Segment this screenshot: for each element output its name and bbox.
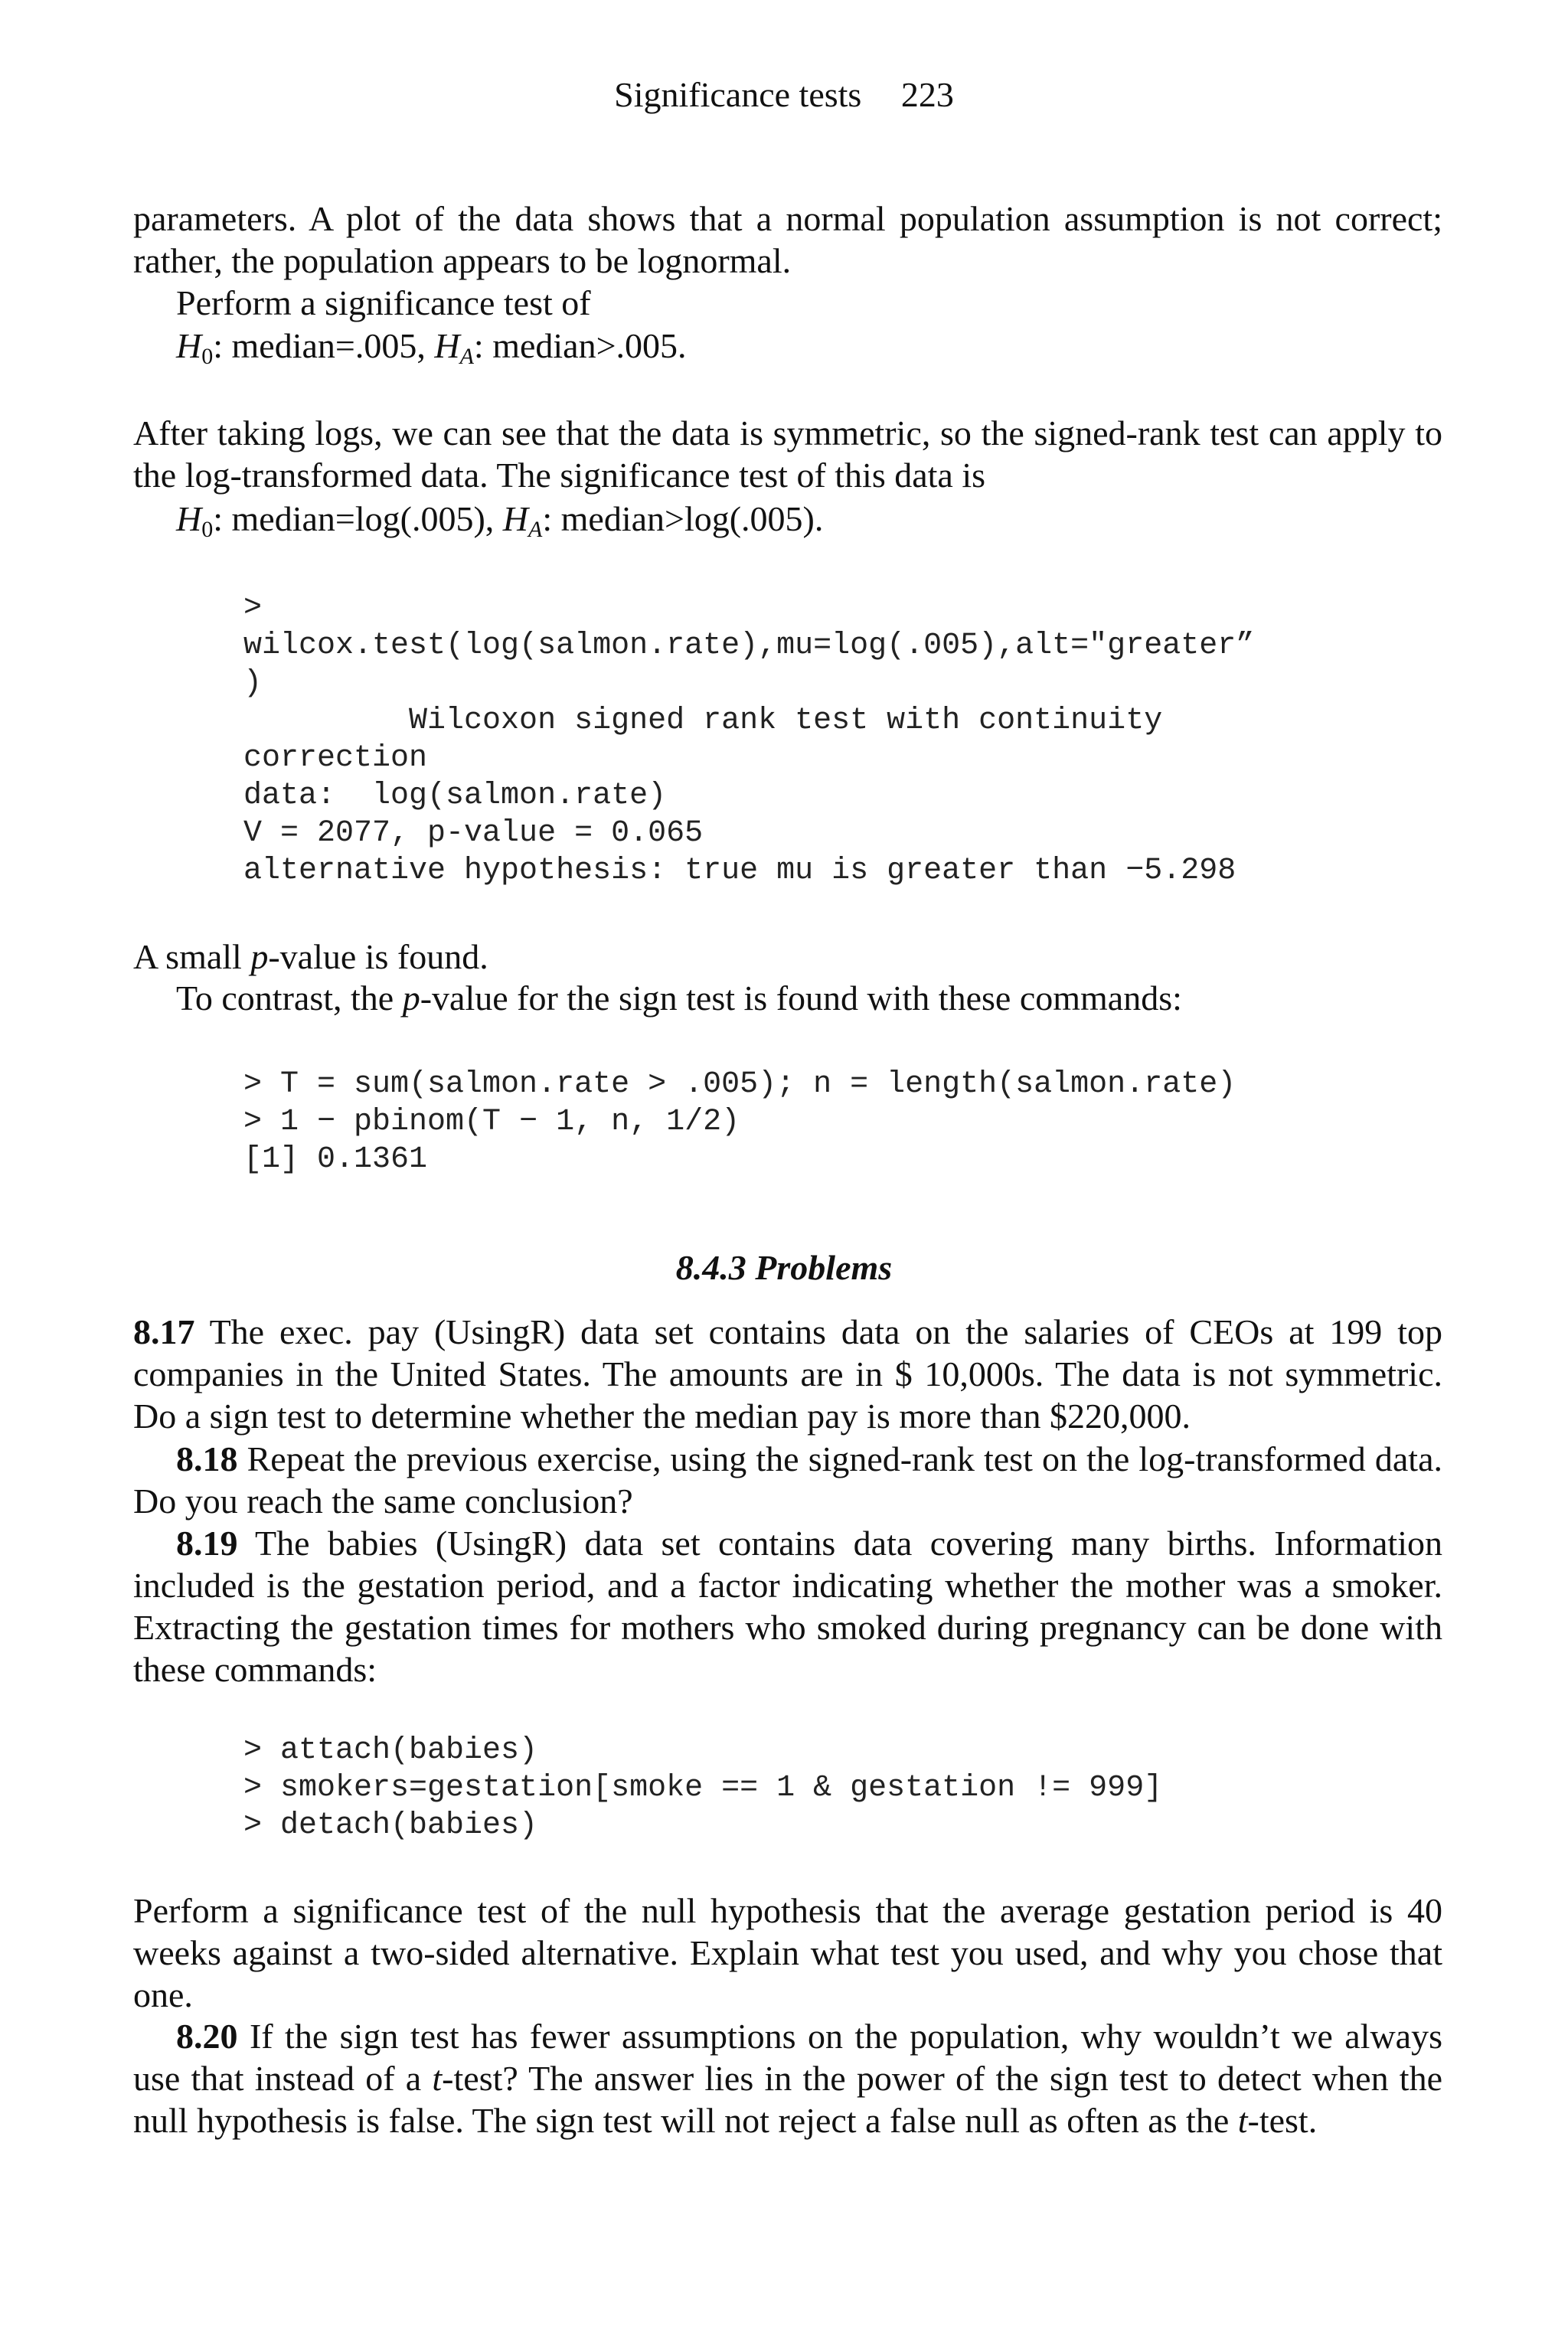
hypothesis-line-1: $H_0$: median=.005, $H_A$: median>.005. <box>176 326 687 369</box>
hypothesis-line-2: $H_0$: median=log(.005), $H_A$: median>log(.005). <box>176 499 824 542</box>
problem-8-20: 8.20 If the sign test has fewer assumptions on the population, why wouldn’t we always use that instead of a t-test? The answer lies in the power of the sign test to detect when the null hypothesis is false. The sign test will not reject a false null as often as the t-test. <box>133 2017 1443 2140</box>
code-line: ) <box>243 666 263 701</box>
perform-line: Perform a significance test of <box>176 283 591 322</box>
code-line: correction <box>243 741 428 776</box>
intro-paragraph: parameters. A plot of the data shows that a normal population assumption is not correct; rather, the population appears to be lognormal. <box>133 199 1442 280</box>
code-line: > T = sum(salmon.rate > .005); n = length(salmon.rate) <box>243 1067 1236 1102</box>
code-line: [1] 0.1361 <box>243 1142 428 1177</box>
code-block-wilcox <box>243 590 1254 890</box>
code-line: V = 2077, p-value = 0.065 <box>243 816 704 851</box>
code-line: > <box>243 591 263 626</box>
problem-8-18: 8.18 Repeat the previous exercise, using the signed-rank test on the log-transformed data. Do you reach the same conclusion? <box>133 1439 1442 1521</box>
page-header <box>0 74 1568 116</box>
problem-8-19: 8.19 The babies (UsingR) data set contains data covering many births. Information included is the gestation period, and a factor indicating whether the mother was a smoker. Extracting the gestation times for mothers who smoked during pregnancy can be done with these commands: <box>133 1524 1442 1689</box>
code-line: Wilcoxon signed rank test with continuity <box>243 704 1163 738</box>
code-line: > 1 − pbinom(T − 1, n, 1/2) <box>243 1105 740 1139</box>
after-logs-paragraph: After taking logs, we can see that the data is symmetric, so the signed-rank test can apply to the log-transformed data. The significance test of this data is <box>133 413 1442 495</box>
code-block-babies <box>243 1732 1162 1844</box>
code-line: > detach(babies) <box>243 1808 538 1843</box>
code-line: alternative hypothesis: true mu is greater than −5.298 <box>243 854 1236 888</box>
code-line: > attach(babies) <box>243 1733 538 1768</box>
code-line: data: log(salmon.rate) <box>243 779 667 813</box>
problem-8-17: 8.17 The exec. pay (UsingR) data set contains data on the salaries of CEOs at 199 top companies in the United States. The amounts are in $ 10,000s. The data is not symmetric. Do a sign test to determine whether the median pay is more than $220,000. <box>133 1312 1442 1436</box>
code-line: wilcox.test(log(salmon.rate),mu=log(.005),alt="greater” <box>243 629 1255 663</box>
header-title: Significance tests <box>614 75 862 114</box>
result-line: A small p-value is found. <box>133 937 488 976</box>
problem-8-19-continued: Perform a significance test of the null hypothesis that the average gestation period is 40 weeks against a two-sided alternative. Explain what test you used, and why you chose that one. <box>133 1891 1442 2014</box>
code-line: > smokers=gestation[smoke == 1 & gestation != 999] <box>243 1771 1163 1805</box>
contrast-line: To contrast, the p-value for the sign test is found with these commands: <box>176 978 1182 1018</box>
page-number: 223 <box>900 75 954 114</box>
code-block-sign-test <box>243 1066 1236 1178</box>
section-heading: 8.4.3 Problems <box>675 1248 893 1287</box>
